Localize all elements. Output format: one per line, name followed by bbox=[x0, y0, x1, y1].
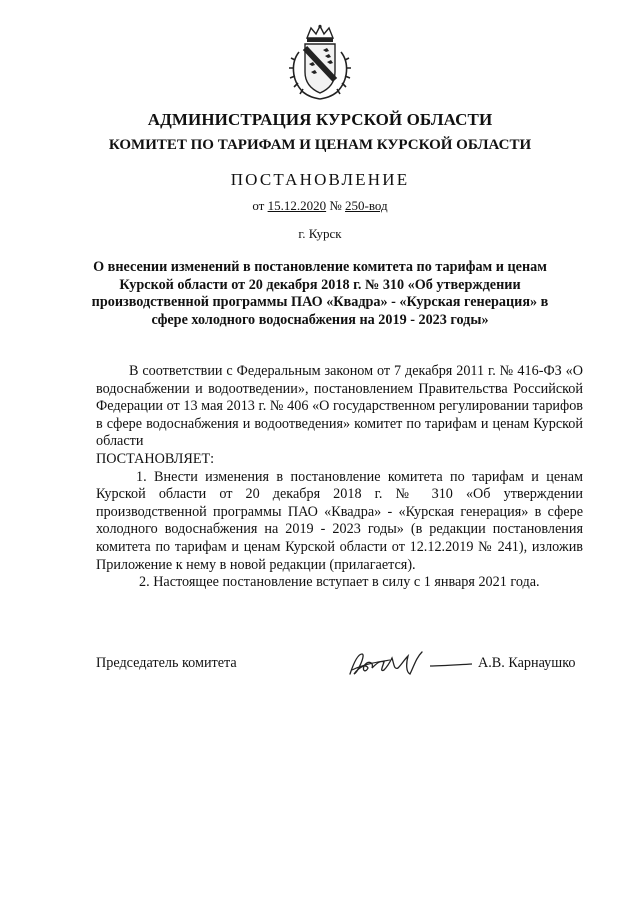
document-type: ПОСТАНОВЛЕНИЕ bbox=[230, 170, 410, 189]
signatory-name: А.В. Карнаушко bbox=[478, 655, 576, 671]
committee-title: КОМИТЕТ ПО ТАРИФАМ И ЦЕНАМ КУРСКОЙ ОБЛАСТИ bbox=[108, 137, 532, 153]
preamble-paragraph: В соответствии с Федеральным законом от 7 декабря 2011 г. № 416-ФЗ «О водоснабжении и водоотведении», постановлением Правительства Российской Федерации от 13 мая 2013 г. № 406 «О государственном регулировании тарифов в сфере водоснабжения и водоотведения» комитет по тарифам и ценам Курской области bbox=[96, 363, 583, 450]
decision-word: ПОСТАНОВЛЯЕТ: bbox=[96, 450, 215, 467]
date-prefix: от bbox=[252, 198, 265, 213]
item-2-paragraph: 2. Настоящее постановление вступает в силу с 1 января 2021 года. bbox=[139, 574, 540, 591]
signatory-position: Председатель комитета bbox=[96, 655, 237, 671]
coat-of-arms-icon bbox=[285, 24, 355, 102]
document-subject: О внесении изменений в постановление комитета по тарифам и ценам Курской области от 20 декабря 2018 г. № 310 «Об утверждении производственной программы ПАО «Квадра» - «Курская генерация» в сфере холодного водоснабжения на 2019 - 2023 годы» bbox=[91, 259, 549, 328]
handwritten-signature-icon bbox=[344, 644, 476, 686]
document-body bbox=[96, 363, 583, 592]
item-1-paragraph: 1. Внести изменения в постановление комитета по тарифам и ценам Курской области от 20 декабря 2018 г. № 310 «Об утверждении производственной программы ПАО «Квадра» - «Курская генерация» в сфере холодного водоснабжения на 2019 - 2023 годы» (в редакции постановления комитета по тарифам и ценам Курской области от 12.12.2019 № 241), изложив Приложение к нему в новой редакции (прилагается). bbox=[96, 468, 583, 573]
date-number-line bbox=[0, 198, 640, 214]
number-prefix: № bbox=[329, 198, 342, 213]
document-date: 15.12.2020 bbox=[267, 198, 327, 213]
organization-title: АДМИНИСТРАЦИЯ КУРСКОЙ ОБЛАСТИ bbox=[147, 110, 493, 129]
document-number: 250-вод bbox=[345, 198, 388, 213]
city: г. Курск bbox=[298, 226, 342, 241]
